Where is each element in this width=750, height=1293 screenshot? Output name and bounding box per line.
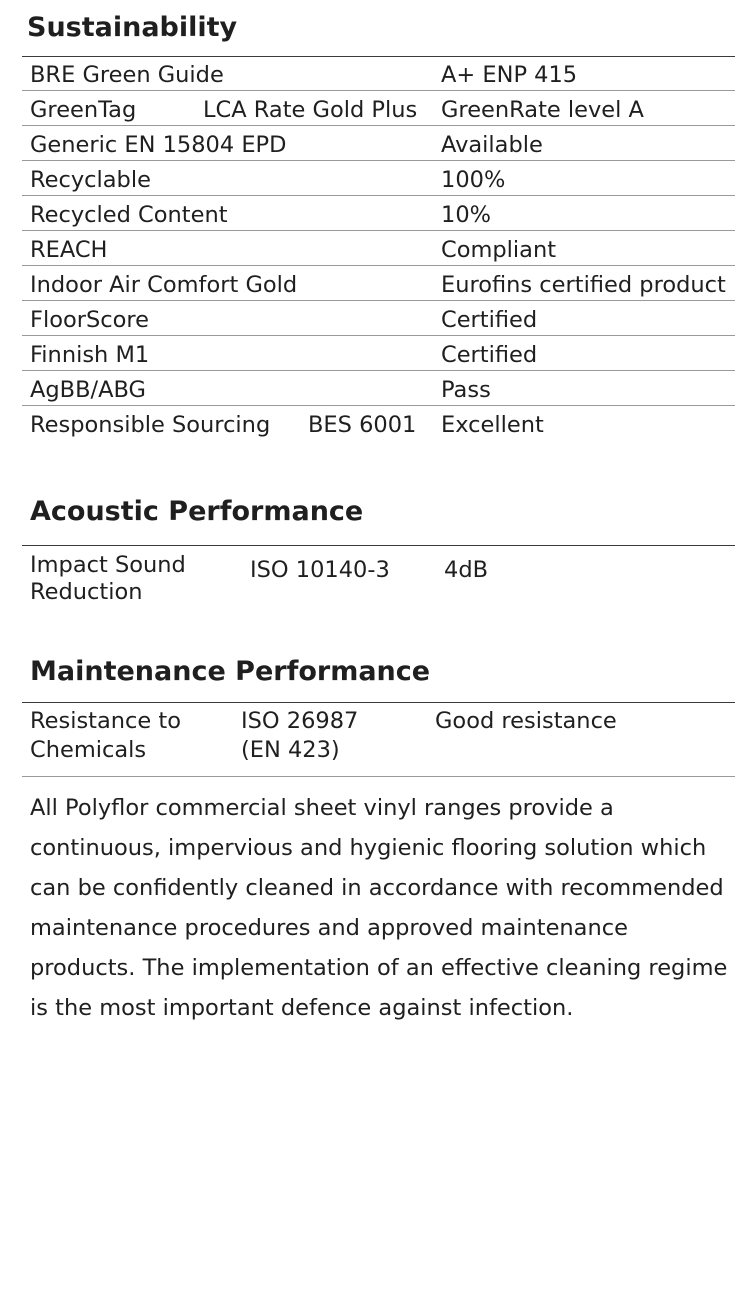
row-value: 4dB [444,557,489,583]
table-row [22,161,735,196]
row-value: Pass [441,377,491,403]
acoustic-table [22,546,735,610]
row-value: Eurofins certified product [441,272,726,298]
row-label: Impact Sound Reduction [30,552,186,605]
table-row [22,371,735,406]
row-label: Indoor Air Comfort Gold [30,272,298,298]
row-standard: ISO 26987 (EN 423) [241,708,359,763]
row-value: A+ ENP 415 [441,62,578,88]
maintenance-heading: Maintenance Performance [30,656,431,687]
table-row [22,196,735,231]
acoustic-heading: Acoustic Performance [30,496,364,527]
row-label: Recyclable [30,167,151,193]
row-label: REACH [30,237,108,263]
table-row [22,266,735,301]
row-label: Resistance to Chemicals [30,708,181,763]
row-standard: BES 6001 [308,412,417,438]
row-value: GreenRate level A [441,97,644,123]
row-label: Responsible Sourcing [30,412,271,438]
row-value: Good resistance [435,708,617,734]
row-standard: ISO 10140-3 [250,557,390,583]
row-value: Certified [441,307,538,333]
table-row [22,231,735,266]
maintenance-bottom-rule [22,776,735,777]
row-label: AgBB/ABG [30,377,146,403]
row-label: FloorScore [30,307,149,333]
sustainability-table [22,56,735,440]
row-standard: LCA Rate Gold Plus [203,97,418,123]
table-row [22,91,735,126]
sustainability-heading: Sustainability [27,12,238,43]
row-value: Compliant [441,237,557,263]
row-value: Certified [441,342,538,368]
row-label: Recycled Content [30,202,228,228]
row-value: Excellent [441,412,544,438]
row-label: BRE Green Guide [30,62,224,88]
row-label: Generic EN 15804 EPD [30,132,287,158]
table-row [22,126,735,161]
table-row [22,336,735,371]
row-value: 100% [441,167,506,193]
table-row [22,301,735,336]
table-row [22,406,735,440]
table-row [22,56,735,91]
row-label: Finnish M1 [30,342,150,368]
row-label: GreenTag [30,97,137,123]
description-paragraph: All Polyflor commercial sheet vinyl ranges provide a continuous, impervious and hygienic flooring solution which can be confidently cleaned in accordance with recommended maintenance procedures and approved maintenance products. The implementation of an effective cleaning regime is the most important defence against infection. [30,795,728,1021]
maintenance-table [22,703,735,775]
row-value: 10% [441,202,492,228]
row-value: Available [441,132,543,158]
